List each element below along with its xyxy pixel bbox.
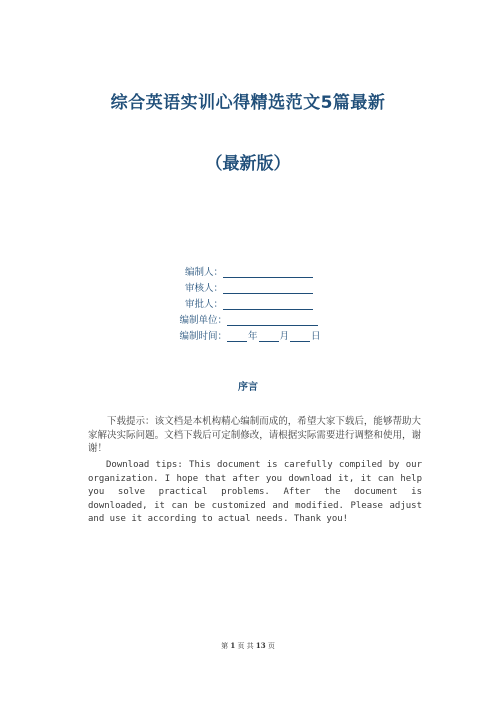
year-unit: 年 bbox=[248, 331, 258, 342]
reviewer-field bbox=[0, 278, 496, 294]
editor-field bbox=[0, 262, 496, 278]
time-label: 编制时间： bbox=[179, 331, 227, 342]
footer-prefix: 第 bbox=[221, 642, 229, 650]
preface-english-paragraph: Download tips: This document is carefully compiled by our organization. I hope that after you download it, it can help you solve practical problems. After the document is downloaded, it can be customized and modified. Please adjust and use it according to actual needs. Thank you! bbox=[88, 460, 422, 524]
unit-label: 编制单位： bbox=[179, 315, 227, 326]
preface-chinese-paragraph: 下载提示：该文档是本机构精心编制而成的，希望大家下载后，能够帮助大家解决实际问题。文档下载后可定制修改，请根据实际需要进行调整和使用，谢谢！ bbox=[88, 416, 421, 454]
signature-fields bbox=[0, 262, 496, 342]
month-unit: 月 bbox=[279, 331, 290, 342]
page-footer bbox=[0, 641, 496, 651]
editor-blank-line[interactable] bbox=[223, 266, 313, 278]
day-blank-line[interactable] bbox=[290, 330, 310, 342]
day-unit: 日 bbox=[311, 331, 321, 342]
unit-blank-line[interactable] bbox=[227, 314, 318, 326]
month-blank-line[interactable] bbox=[259, 330, 279, 342]
approver-field bbox=[0, 294, 496, 310]
time-field bbox=[0, 326, 496, 342]
reviewer-blank-line[interactable] bbox=[223, 282, 313, 294]
approver-blank-line[interactable] bbox=[223, 298, 313, 310]
editor-label: 编制人： bbox=[184, 267, 223, 278]
preface-heading: 序言 bbox=[238, 382, 258, 393]
year-blank-line[interactable] bbox=[227, 330, 247, 342]
unit-field bbox=[0, 310, 496, 326]
reviewer-label: 审核人： bbox=[184, 283, 223, 294]
current-page-number: 1 bbox=[230, 641, 236, 650]
approver-label: 审批人： bbox=[184, 299, 223, 310]
document-subtitle: （最新版） bbox=[205, 154, 291, 174]
total-page-count: 13 bbox=[255, 641, 266, 650]
footer-suffix: 页 bbox=[267, 642, 275, 650]
document-title: 综合英语实训心得精选范文5篇最新 bbox=[110, 93, 386, 113]
footer-middle: 页 共 bbox=[237, 642, 254, 650]
